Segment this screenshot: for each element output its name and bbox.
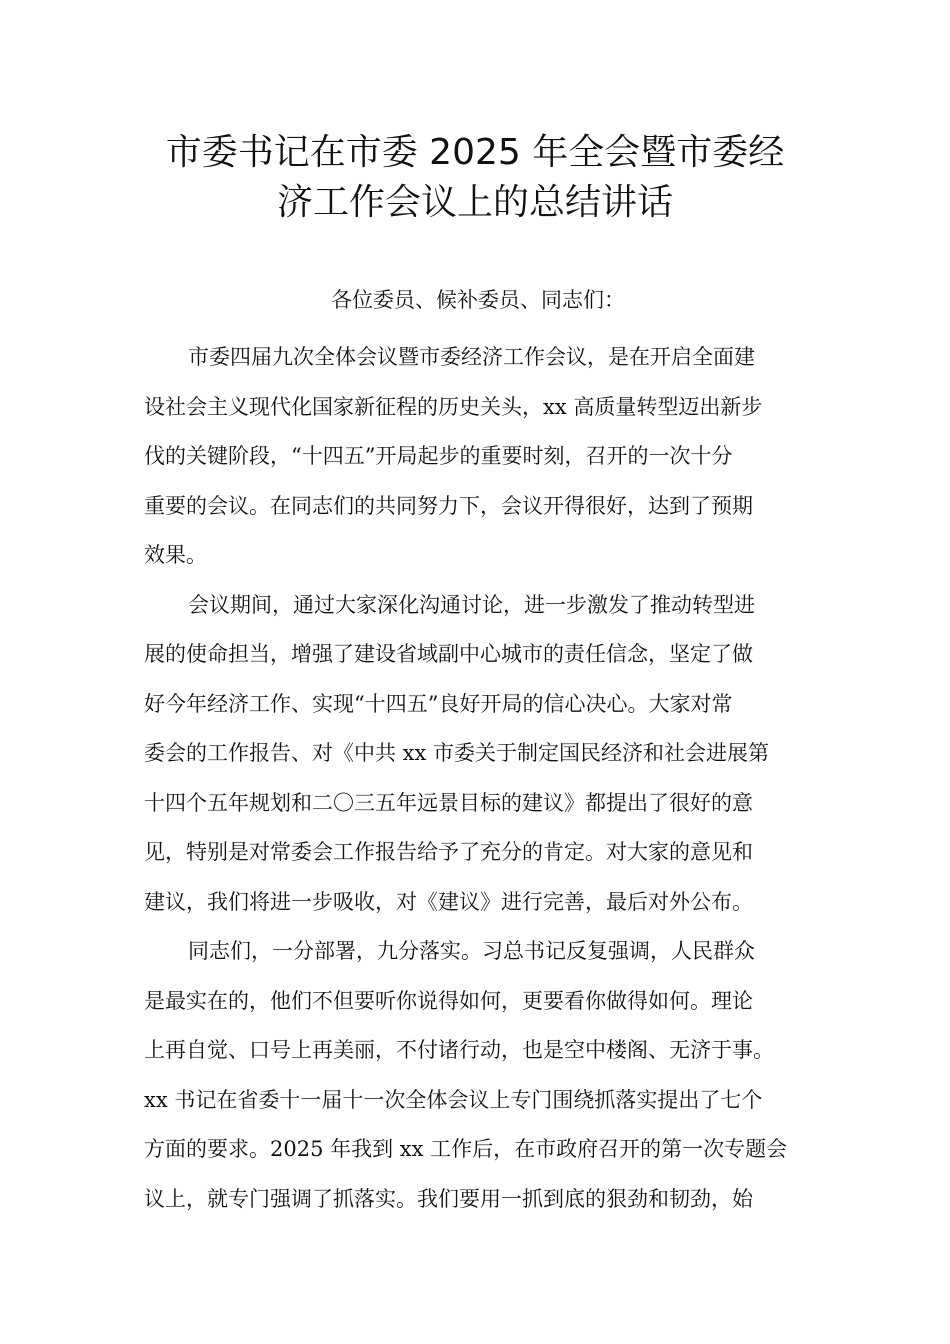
paragraph-line: 会议期间，通过大家深化沟通讨论，进一步激发了推动转型进: [188, 592, 755, 617]
paragraph-line: 同志们，一分部署，九分落实。习总书记反复强调，人民群众: [188, 939, 755, 963]
paragraph-line: 委会的工作报告、对《中共 xx 市委关于制定国民经济和社会进展第: [144, 741, 770, 765]
paragraph-line: 议上，就专门强调了抓落实。我们要用一抓到底的狠劲和韧劲，始: [144, 1186, 753, 1211]
paragraph-line: 设社会主义现代化国家新征程的历史关头，xx 高质量转型迈出新步: [144, 394, 763, 419]
paragraph-line: 建议，我们将进一步吸收，对《建议》进行完善，最后对外公布。: [144, 889, 753, 914]
document-title: [95, 128, 855, 228]
title-line: 济工作会议上的总结讲话: [276, 182, 673, 223]
paragraph: [144, 333, 812, 581]
paragraph-line: xx 书记在省委十一届十一次全体会议上专门围绕抓落实提出了七个: [144, 1087, 763, 1112]
paragraph-line: 伐的关键阶段，“十四五”开局起步的重要时刻，召开的一次十分: [144, 444, 733, 468]
paragraph-line: 是最实在的，他们不但要听你说得如何，更要看你做得如何。理论: [144, 988, 753, 1013]
paragraph-line: 上再自觉、口号上再美丽，不付诸行动，也是空中楼阁、无济于事。: [144, 1038, 774, 1062]
paragraph-line: 展的使命担当，增强了建设省域副中心城市的责任信念，坚定了做: [144, 642, 753, 666]
paragraph-line: 见，特别是对常委会工作报告给予了充分的肯定。对大家的意见和: [144, 840, 753, 864]
salutation: 各位委员、候补委员、同志们：: [331, 288, 625, 312]
paragraph-line: 好今年经济工作、实现“十四五”良好开局的信心决心。大家对常: [144, 691, 733, 716]
paragraph: [144, 581, 812, 928]
paragraph-line: 十四个五年规划和二〇三五年远景目标的建议》都提出了很好的意: [144, 790, 753, 815]
paragraph-line: 市委四届九次全体会议暨市委经济工作会议，是在开启全面建: [188, 345, 755, 369]
paragraph-line: 效果。: [144, 543, 207, 567]
title-line: 市委书记在市委 2025 年全会暨市委经: [165, 132, 785, 173]
document-body: [144, 285, 812, 1224]
paragraph-line: 方面的要求。2025 年我到 xx 工作后，在市政府召开的第一次专题会: [144, 1137, 788, 1161]
paragraph: [144, 927, 812, 1224]
paragraph-line: 重要的会议。在同志们的共同努力下，会议开得很好，达到了预期: [144, 493, 753, 518]
